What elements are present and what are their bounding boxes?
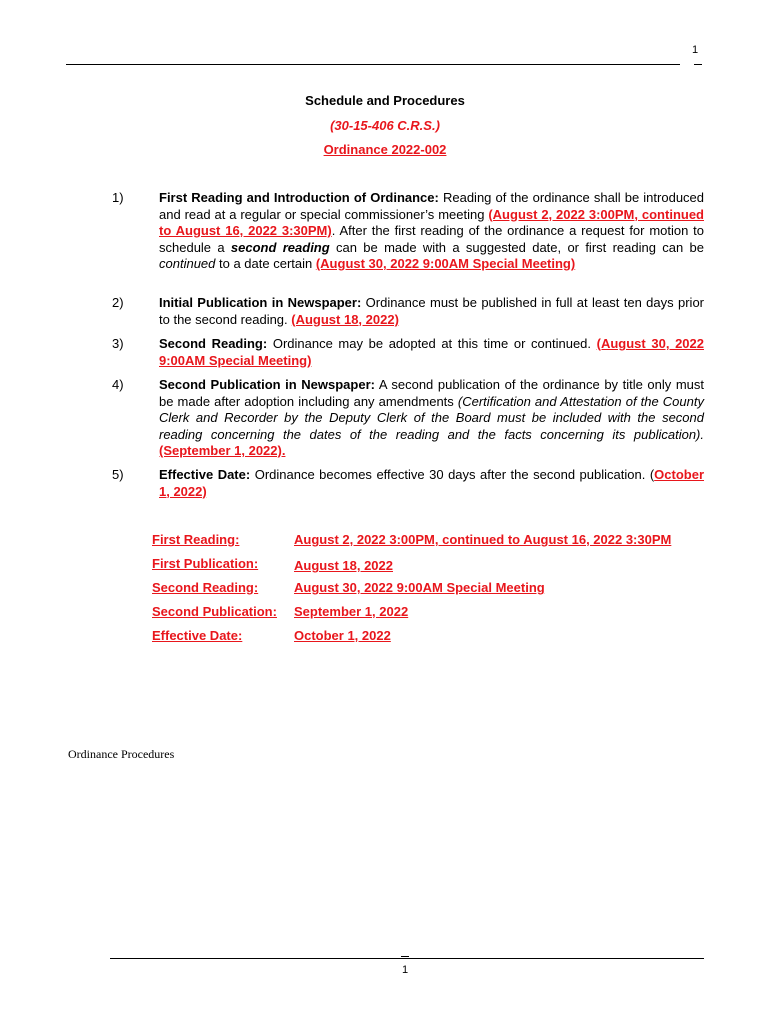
item-date: (August 30, 2022 9:00AM Special Meeting): [315, 256, 576, 271]
summary-value: October 1, 2022: [294, 628, 391, 643]
item-date: October 1, 2022): [159, 467, 704, 499]
item-number: 4): [112, 377, 124, 392]
item-certification-note: (Certification and Attestation of the County Clerk and Recorder by the Deputy Clerk of the Board must be included with the second reading concerning the dates of the reading and the facts concerning its publication).: [159, 393, 704, 442]
item-text: . After the first reading of the ordinance a request for motion to schedule a: [159, 223, 704, 255]
summary-label: Second Publication:: [152, 604, 277, 619]
document-title: Schedule and Procedures: [305, 93, 465, 108]
procedure-item-4: [112, 377, 704, 460]
item-date: (September 1, 2022).: [159, 443, 286, 458]
item-heading: Second Reading:: [159, 336, 268, 351]
header-page-number: 1: [692, 44, 699, 56]
statute-reference: (30-15-406 C.R.S.): [330, 118, 440, 133]
item-heading: Second Publication in Newspaper:: [159, 377, 375, 392]
procedure-item-2: [112, 295, 704, 328]
summary-value: September 1, 2022: [294, 604, 409, 619]
footer-page-number: 1: [402, 964, 409, 976]
summary-value: August 2, 2022 3:00PM, continued to August 16, 2022 3:30PM: [294, 532, 672, 547]
footer-rule-tick: [401, 956, 409, 957]
procedure-item-1: [112, 190, 704, 273]
item-number: 2): [112, 295, 124, 310]
summary-value: August 18, 2022: [294, 558, 393, 573]
summary-label: Second Reading:: [152, 580, 259, 595]
summary-value: August 30, 2022 9:00AM Special Meeting: [294, 580, 545, 595]
footer-document-name: Ordinance Procedures: [68, 747, 175, 761]
procedure-item-3: [112, 336, 704, 369]
item-emphasis: second reading: [230, 239, 330, 255]
item-date: (August 2, 2022 3:00PM, continued to August 16, 2022 3:30PM): [159, 206, 704, 238]
item-text: Ordinance may be adopted at this time or continued.: [267, 336, 597, 351]
summary-label: Effective Date:: [152, 628, 243, 643]
item-text: Reading of the ordinance shall be introduced and read at a regular or special commissioner’s meeting: [159, 190, 705, 222]
procedure-item-5: [112, 467, 704, 500]
item-date: (August 30, 2022 9:00AM Special Meeting): [159, 336, 704, 368]
ordinance-number-wrap: [0, 142, 770, 157]
item-text: Ordinance must be published in full at least ten days prior to the second reading.: [159, 295, 704, 327]
item-text: to a date certain: [215, 256, 316, 271]
header-rule-tick: [694, 64, 702, 65]
item-emphasis: continued: [159, 256, 216, 271]
item-heading: Effective Date:: [159, 467, 251, 482]
item-text: can be made with a suggested date, or first reading can be: [329, 239, 704, 255]
item-date: (August 18, 2022): [291, 311, 399, 327]
ordinance-number: Ordinance 2022-002: [323, 142, 447, 157]
summary-label: First Reading:: [152, 532, 240, 547]
header-rule: [66, 64, 680, 65]
item-number: 3): [112, 336, 124, 351]
item-number: 5): [112, 467, 124, 482]
item-heading: Initial Publication in Newspaper:: [159, 295, 362, 310]
footer-rule: [110, 958, 704, 959]
item-heading: First Reading and Introduction of Ordinance:: [159, 190, 439, 205]
summary-label: First Publication:: [152, 556, 259, 571]
item-text: Ordinance becomes effective 30 days after the second publication. (: [250, 467, 655, 482]
item-text: A second publication of the ordinance by title only must be made after adoption including any amendments: [159, 377, 705, 409]
item-number: 1): [112, 190, 124, 205]
